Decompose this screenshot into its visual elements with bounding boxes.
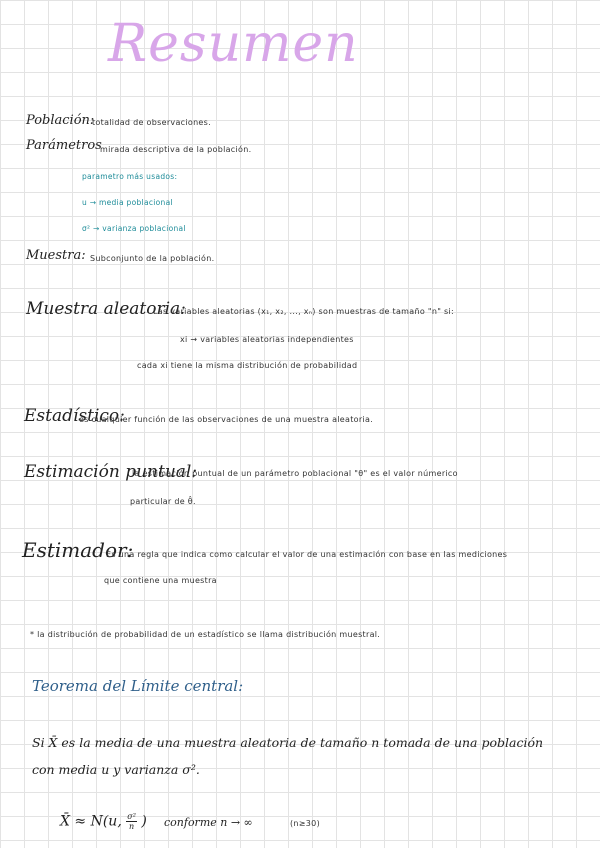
formula-left: X̄ ≈ N(u,	[60, 813, 122, 830]
term-estimacion: Estimación puntual:	[24, 462, 198, 482]
condicion-distribucion: cada xi tiene la misma distribución de probabilidad	[137, 361, 358, 370]
formula-condicion: (n≥30)	[290, 819, 320, 828]
fraction-denominator: n	[128, 822, 135, 831]
def-estimador-2: que contiene una muestra	[104, 576, 217, 585]
def-parametro: mirada descriptiva de la población.	[100, 145, 252, 154]
term-parametro: Parámetros	[26, 138, 102, 153]
term-estadistico: Estadístico:	[24, 406, 125, 426]
def-estadistico: es cualquier función de las observaciones de una muestra aleatoria.	[79, 415, 374, 424]
term-muestra: Muestra:	[26, 248, 86, 263]
heading-teorema: Teorema del Límite central:	[32, 677, 244, 695]
def-estimacion-1: la estimación puntual de un parámetro poblacional "θ" es el valor númerico	[132, 469, 458, 478]
fraction-numerator: σ²	[127, 812, 136, 821]
term-muestra-aleatoria: Muestra aleatoria:	[26, 299, 186, 319]
nota-distribucion-muestral: * la distribución de probabilidad de un estadístico se llama distribución muestral.	[30, 630, 381, 639]
parametro-mu: u → media poblacional	[82, 198, 173, 207]
page-title: Resumen	[108, 14, 359, 74]
formula-tlc	[60, 812, 147, 831]
def-estimacion-2: particular de θ̂.	[130, 497, 196, 506]
term-poblacion: Población:	[26, 113, 95, 128]
def-poblacion: totalidad de observaciones.	[92, 118, 211, 127]
formula-right: )	[141, 813, 147, 830]
def-muestra-aleatoria: Las variables aleatorias (x₁, x₂, ..., xₙ) son muestras de tamaño "n" si:	[153, 307, 455, 316]
def-muestra: Subconjunto de la población.	[90, 254, 215, 263]
formula-fraction	[126, 812, 137, 831]
def-estimador-1: Es una regla que indica como calcular el valor de una estimación con base en las mediciones	[106, 550, 508, 559]
formula-conforme: conforme n → ∞	[164, 816, 253, 829]
parametro-sigma: σ² → varianza poblacional	[82, 224, 186, 233]
teorema-line-1: Si X̄ es la media de una muestra aleatoria de tamaño n tomada de una población	[32, 735, 544, 750]
term-estimador: Estimador:	[22, 538, 134, 562]
teorema-line-2: con media u y varianza σ².	[32, 762, 200, 777]
parametro-subtitle: parametro más usados:	[82, 172, 178, 181]
condicion-independientes: xi → variables aleatorias independientes	[180, 335, 354, 344]
